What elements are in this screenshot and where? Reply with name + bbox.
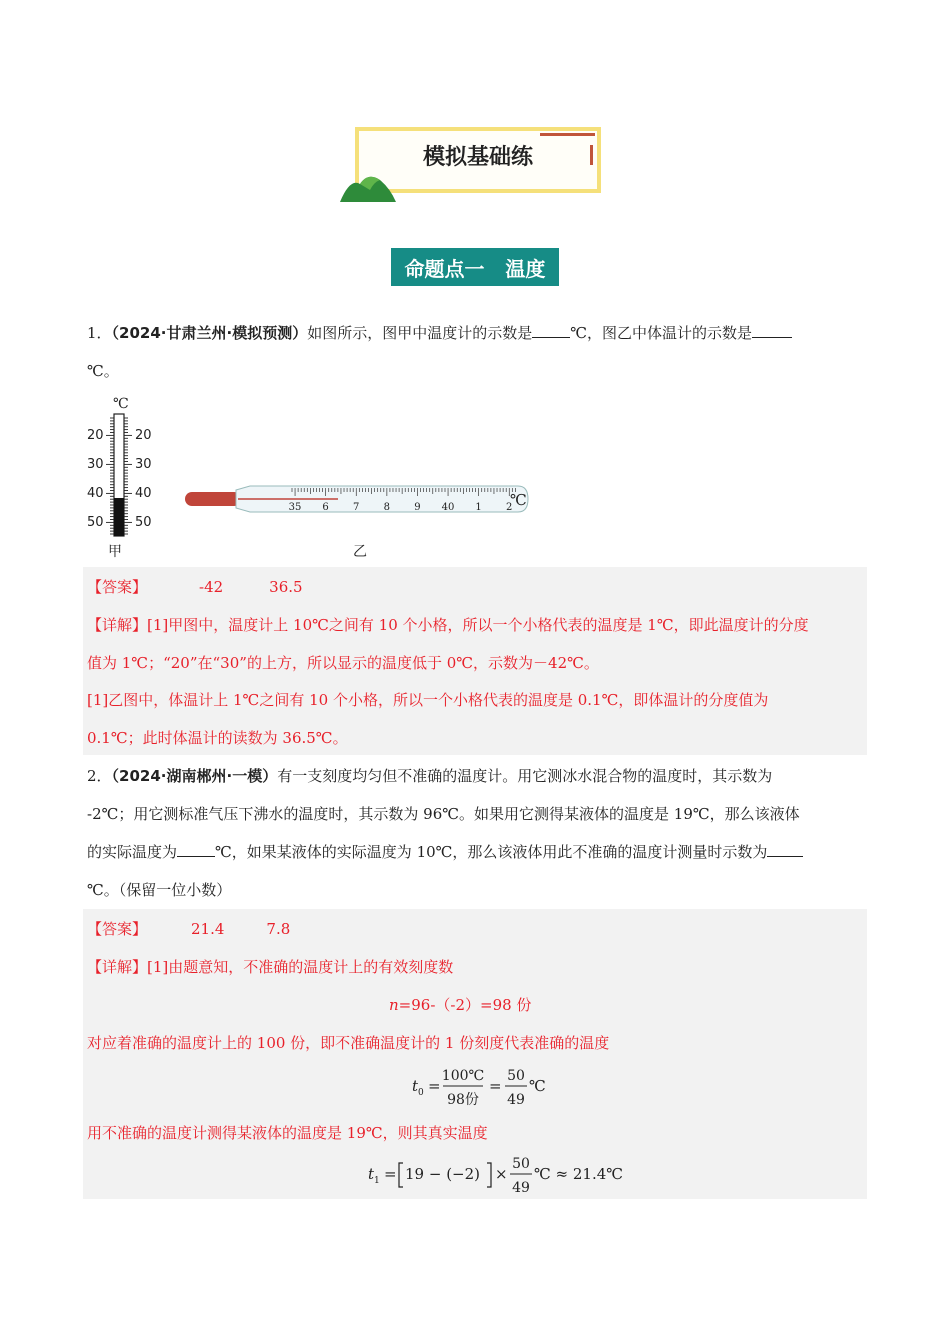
- jia-tick-label-left: 20: [87, 428, 104, 443]
- jia-tick-label-left: 30: [87, 457, 104, 472]
- yi-tick-label: 1: [475, 502, 482, 513]
- question-2-line-3: [87, 833, 867, 871]
- question-text: 如图所示，图甲中温度计的示数是: [307, 324, 533, 342]
- fraction-numerator: 100℃: [441, 1068, 485, 1084]
- formula-unit: ℃: [529, 1077, 546, 1095]
- question-text: 有一支刻度均匀但不准确的温度计。用它测冰水混合物的温度时，其示数为: [277, 767, 773, 785]
- fraction-denominator: 98份: [447, 1092, 479, 1108]
- jia-tick-label-right: 40: [135, 486, 152, 501]
- formula-variable: n: [389, 996, 399, 1014]
- question-number: 1．: [87, 324, 112, 342]
- q2-answer-line: [87, 918, 290, 939]
- svg-text:=: =: [384, 1165, 397, 1183]
- detail-text: [1]甲图中，温度计上 10℃之间有 10 个小格，所以一个小格代表的温度是 1℃，即此温度计的分度: [147, 616, 809, 634]
- formula-sub: 0: [418, 1088, 424, 1098]
- svg-text:×: ×: [495, 1165, 508, 1183]
- formula-body: =96-（-2）=98 份: [398, 996, 532, 1014]
- q1-answer-line: [87, 576, 303, 597]
- formula-1: [389, 994, 531, 1015]
- question-2-line-2: -2℃；用它测标准气压下沸水的温度时，其示数为 96℃。如果用它测得某液体的温度是 19℃，那么该液体: [87, 805, 800, 823]
- q1-detail-line-2: 值为 1℃；“20”在“30”的上方，所以显示的温度低于 0℃，示数为－42℃。: [87, 654, 599, 672]
- formula-lhs: t: [368, 1165, 375, 1183]
- question-text: 的实际温度为: [87, 843, 178, 861]
- q1-detail-line-1: [87, 614, 809, 635]
- mountain-icon: [338, 170, 398, 204]
- yi-tick-label: 9: [414, 502, 421, 513]
- yi-tick-label: 35: [288, 502, 302, 513]
- thermometer-yi-figure: [180, 480, 540, 562]
- question-source: （2024·湖南郴州·一模）: [111, 767, 278, 785]
- yi-tick-label: 7: [353, 502, 360, 513]
- question-2-line-1: [87, 757, 867, 795]
- question-2-line-4: ℃。（保留一位小数）: [87, 881, 232, 899]
- question-text: ℃，如果某液体的实际温度为 10℃，那么该液体用此不准确的温度计测量时示数为: [215, 843, 768, 861]
- yi-unit: ℃: [510, 491, 527, 509]
- answer-blank: [767, 838, 803, 857]
- fraction-numerator: 50: [507, 1068, 525, 1084]
- answer-blank: [752, 319, 792, 338]
- question-source: （2024·甘肃兰州·模拟预测）: [111, 324, 308, 342]
- answer-label: 【答案】: [87, 578, 148, 596]
- answer-value-1: 21.4: [191, 920, 225, 938]
- answer-value-2: 7.8: [266, 920, 291, 938]
- yi-bulb: [185, 492, 241, 506]
- thermometer-jia-figure: [84, 390, 174, 562]
- jia-tick-label-right: 30: [135, 457, 152, 472]
- q1-answer-box: [83, 567, 867, 755]
- question-number: 2．: [87, 767, 112, 785]
- answer-blank: [177, 838, 215, 857]
- formula-lhs: t: [412, 1077, 419, 1095]
- q2-detail-line-2: 对应着准确的温度计上的 100 份，即不准确温度计的 1 份刻度代表准确的温度: [87, 1034, 610, 1052]
- question-text: ℃，图乙中体温计的示数是: [570, 324, 752, 342]
- yi-tick-label: 8: [383, 502, 390, 513]
- jia-tick-label-right: 50: [135, 515, 152, 530]
- banner-title: 模拟基础练: [422, 145, 533, 170]
- q2-detail-line-1: [87, 956, 453, 977]
- answer-blank: [532, 319, 570, 338]
- q2-detail-line-3: 用不准确的温度计测得某液体的温度是 19℃，则其真实温度: [87, 1124, 488, 1142]
- fraction-numerator: 50: [512, 1156, 530, 1172]
- jia-tick-label-left: 40: [87, 486, 104, 501]
- answer-value-2: 36.5: [269, 578, 303, 596]
- formula-result: ℃ ≈ 21.4℃: [534, 1165, 624, 1183]
- svg-text:=: =: [489, 1077, 502, 1095]
- yi-label: 乙: [353, 544, 367, 560]
- detail-label: 【详解】: [87, 958, 148, 976]
- q1-detail-line-3: [1]乙图中，体温计上 1℃之间有 10 个小格，所以一个小格代表的温度是 0.1℃，即体温计的分度值为: [87, 691, 769, 709]
- jia-liquid: [114, 498, 124, 536]
- answer-label: 【答案】: [87, 920, 148, 938]
- section-heading: 命题点一 温度: [391, 248, 559, 286]
- jia-tick-label-right: 20: [135, 428, 152, 443]
- formula-2: [409, 1063, 569, 1109]
- question-text: ℃。: [87, 362, 119, 380]
- formula-bracket-body: 19 − (−2): [405, 1165, 481, 1183]
- q2-answer-box: [83, 909, 867, 1199]
- detail-label: 【详解】: [87, 616, 148, 634]
- svg-text:=: =: [428, 1077, 441, 1095]
- jia-unit: ℃: [113, 396, 129, 412]
- formula-sub: 1: [374, 1176, 380, 1186]
- fraction-denominator: 49: [512, 1180, 530, 1196]
- question-1: [87, 314, 867, 352]
- q1-detail-line-4: 0.1℃；此时体温计的读数为 36.5℃。: [87, 729, 348, 747]
- jia-tick-label-left: 50: [87, 515, 104, 530]
- yi-tick-label: 2: [506, 502, 513, 513]
- fraction-denominator: 49: [507, 1092, 525, 1108]
- banner-deco-line: [540, 133, 595, 136]
- formula-3: [365, 1151, 624, 1197]
- yi-tick-label: 40: [441, 502, 455, 513]
- question-1-cont: [87, 352, 867, 390]
- yi-tick-label: 6: [322, 502, 329, 513]
- answer-value-1: -42: [199, 578, 224, 596]
- detail-text: [1]由题意知，不准确的温度计上的有效刻度数: [147, 958, 454, 976]
- jia-label: 甲: [108, 544, 122, 560]
